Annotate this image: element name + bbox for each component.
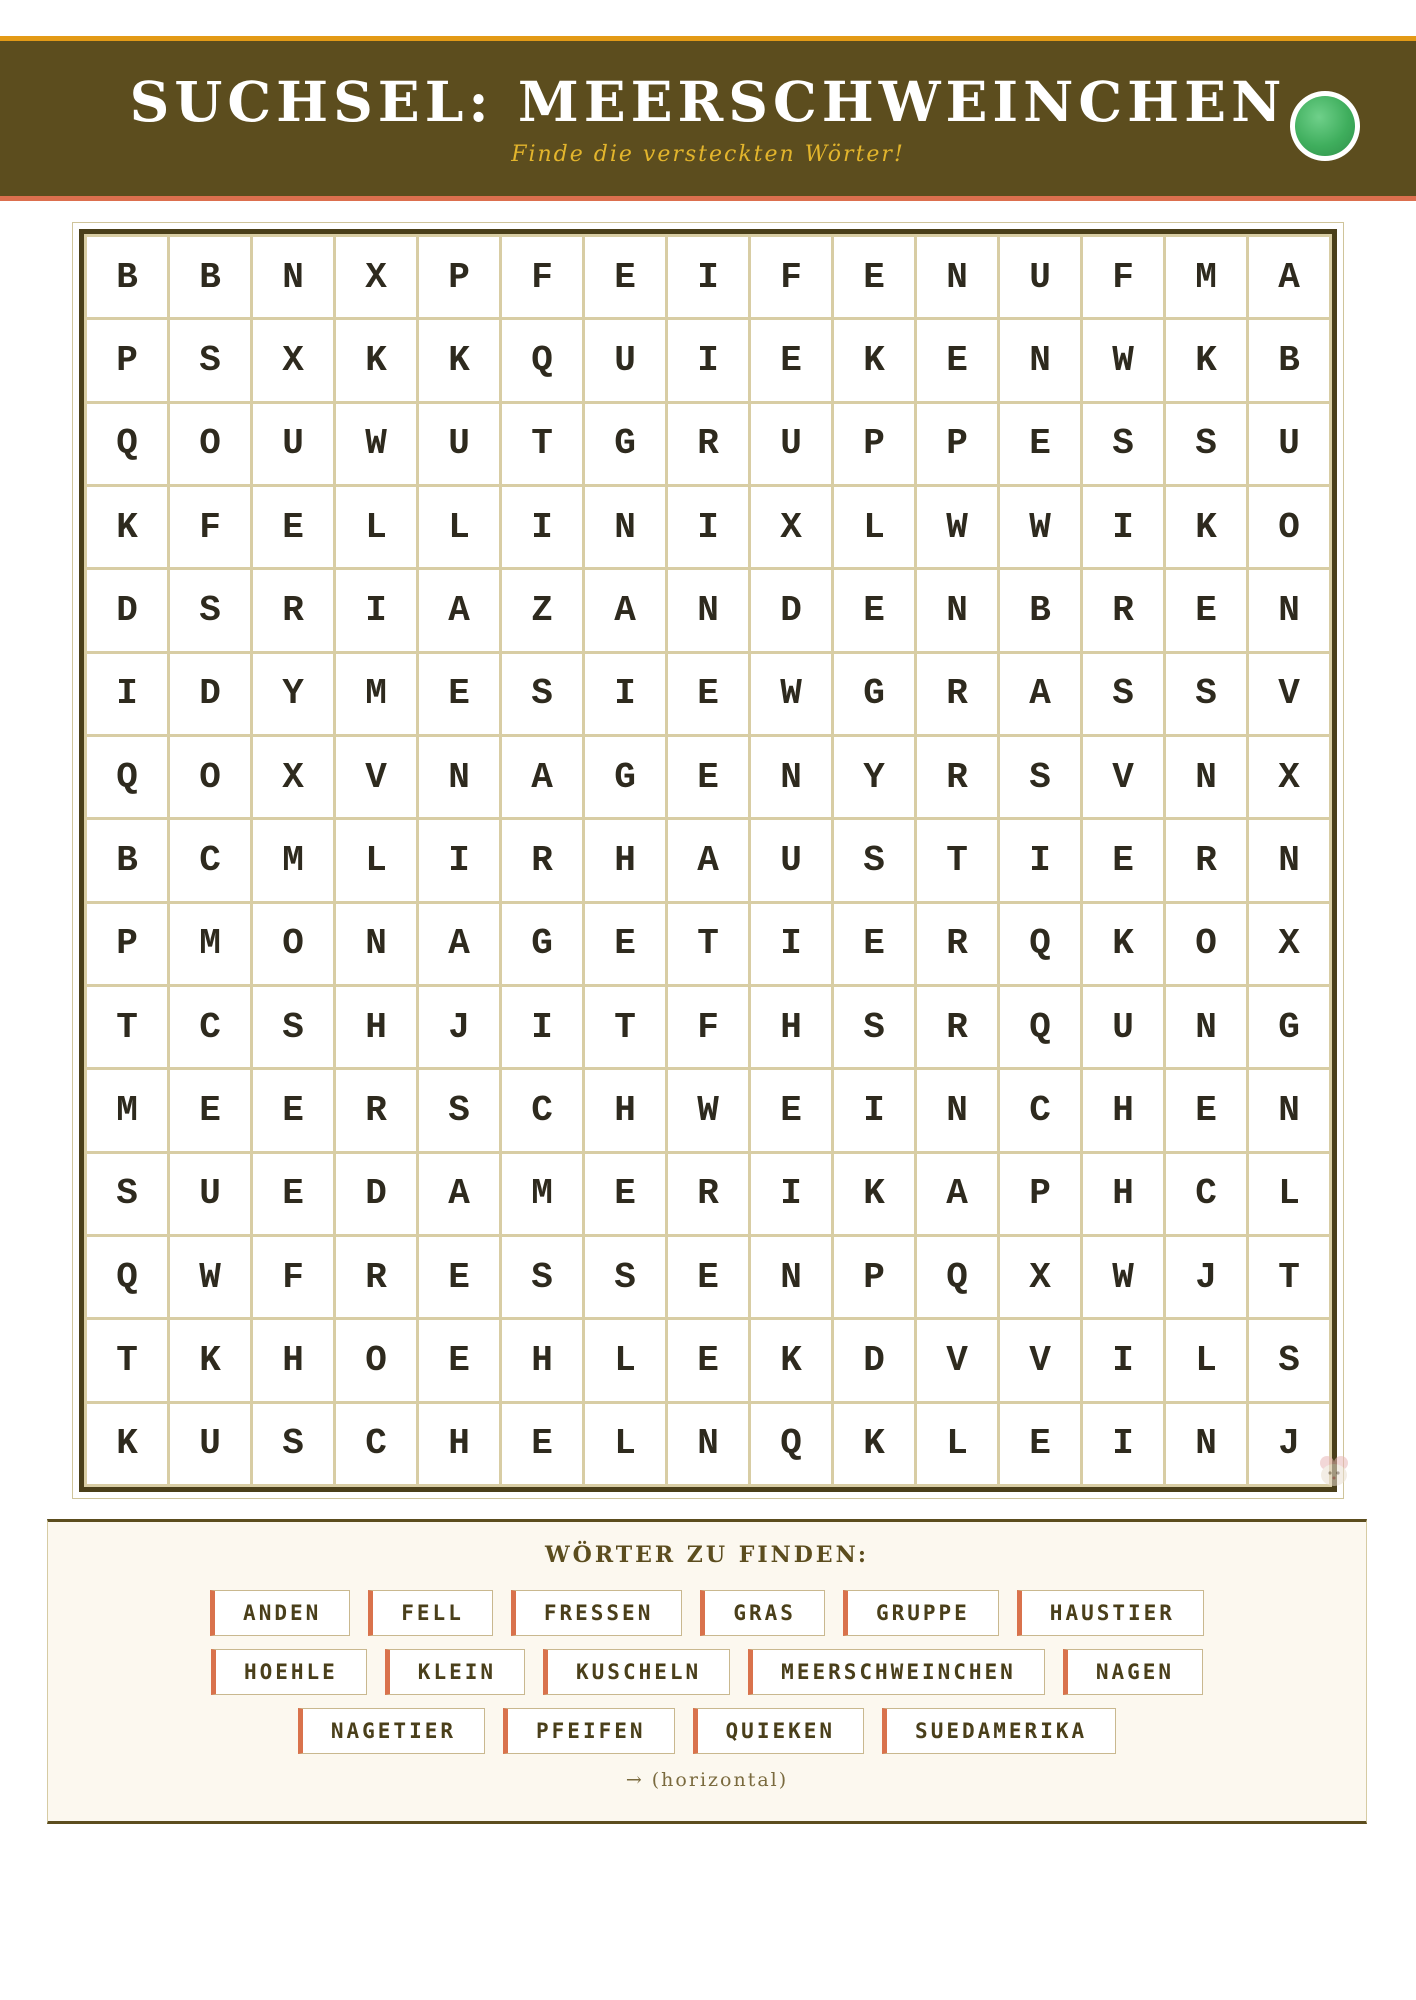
grid-cell[interactable]: X — [336, 237, 416, 317]
letter-grid — [79, 229, 1337, 1492]
grid-cell[interactable]: N — [1166, 737, 1246, 817]
grid-cell[interactable]: V — [336, 737, 416, 817]
word-row — [48, 1590, 1366, 1636]
grid-cell[interactable]: I — [668, 237, 748, 317]
grid-cell[interactable]: S — [834, 987, 914, 1067]
grid-cell[interactable]: N — [751, 1237, 831, 1317]
grid-cell[interactable]: Z — [502, 570, 582, 650]
header-banner — [0, 36, 1416, 201]
grid-cell[interactable]: C — [170, 987, 250, 1067]
mouse-icon — [1316, 1454, 1352, 1488]
grid-cell[interactable]: Y — [834, 737, 914, 817]
grid-cell[interactable]: N — [1249, 1070, 1329, 1150]
grid-cell[interactable]: F — [751, 237, 831, 317]
grid-cell[interactable]: N — [336, 904, 416, 984]
grid-cell[interactable]: R — [336, 1237, 416, 1317]
grid-cell[interactable]: W — [668, 1070, 748, 1150]
grid-cell[interactable]: A — [585, 570, 665, 650]
grid-cell[interactable]: R — [917, 654, 997, 734]
grid-cell[interactable]: E — [1000, 1404, 1080, 1484]
word-tag: GRUPPE — [843, 1590, 999, 1636]
grid-cell[interactable]: T — [87, 1320, 167, 1400]
grid-cell[interactable]: S — [87, 1154, 167, 1234]
grid-cell[interactable]: K — [87, 487, 167, 567]
grid-cell[interactable]: S — [585, 1237, 665, 1317]
grid-cell[interactable]: T — [585, 987, 665, 1067]
grid-cell[interactable]: G — [585, 404, 665, 484]
grid-cell[interactable]: N — [1249, 820, 1329, 900]
grid-cell[interactable]: H — [502, 1320, 582, 1400]
grid-cell[interactable]: E — [1083, 820, 1163, 900]
grid-cell[interactable]: K — [1166, 320, 1246, 400]
grid-cell[interactable]: E — [585, 904, 665, 984]
grid-cell[interactable]: S — [419, 1070, 499, 1150]
grid-cell[interactable]: E — [668, 1320, 748, 1400]
grid-cell[interactable]: W — [1000, 487, 1080, 567]
grid-cell[interactable]: T — [668, 904, 748, 984]
grid-cell[interactable]: B — [87, 820, 167, 900]
grid-cell[interactable]: P — [87, 320, 167, 400]
grid-cell[interactable]: D — [336, 1154, 416, 1234]
grid-cell[interactable]: U — [585, 320, 665, 400]
grid-cell[interactable]: A — [502, 737, 582, 817]
word-row — [48, 1708, 1366, 1754]
word-list-title: WÖRTER ZU FINDEN: — [544, 1542, 870, 1568]
grid-cell[interactable]: W — [917, 487, 997, 567]
page-title: SUCHSEL: MEERSCHWEINCHEN — [129, 69, 1287, 134]
grid-cell[interactable]: D — [834, 1320, 914, 1400]
grid-cell[interactable]: U — [1083, 987, 1163, 1067]
grid-cell[interactable]: F — [1083, 237, 1163, 317]
grid-cell[interactable]: O — [1249, 487, 1329, 567]
grid-cell[interactable]: E — [585, 1154, 665, 1234]
grid-cell[interactable]: E — [419, 654, 499, 734]
grid-cell[interactable]: U — [253, 404, 333, 484]
grid-cell[interactable]: U — [170, 1154, 250, 1234]
grid-cell[interactable]: K — [170, 1320, 250, 1400]
grid-cell[interactable]: Q — [1000, 904, 1080, 984]
word-tag: MEERSCHWEINCHEN — [748, 1649, 1045, 1695]
grid-cell[interactable]: F — [170, 487, 250, 567]
grid-cell[interactable]: D — [170, 654, 250, 734]
word-tag: KUSCHELN — [543, 1649, 730, 1695]
grid-cell[interactable]: K — [834, 320, 914, 400]
grid-cell[interactable]: L — [336, 487, 416, 567]
page-subtitle: Finde die versteckten Wörter! — [511, 142, 905, 167]
grid-cell[interactable]: I — [1083, 487, 1163, 567]
grid-cell[interactable]: S — [502, 654, 582, 734]
grid-cell[interactable]: W — [1083, 1237, 1163, 1317]
grid-cell[interactable]: H — [585, 820, 665, 900]
word-list-panel — [47, 1519, 1367, 1824]
grid-cell[interactable]: V — [1249, 654, 1329, 734]
grid-cell[interactable]: T — [502, 404, 582, 484]
grid-cell[interactable]: I — [336, 570, 416, 650]
grid-cell[interactable]: P — [87, 904, 167, 984]
grid-cell[interactable]: T — [87, 987, 167, 1067]
word-tag: NAGEN — [1063, 1649, 1203, 1695]
grid-cell[interactable]: M — [253, 820, 333, 900]
grid-cell[interactable]: K — [834, 1404, 914, 1484]
grid-cell[interactable]: I — [668, 320, 748, 400]
grid-cell[interactable]: K — [419, 320, 499, 400]
grid-cell[interactable]: S — [1000, 737, 1080, 817]
word-tag: GRAS — [700, 1590, 825, 1636]
grid-cell[interactable]: L — [419, 487, 499, 567]
grid-cell[interactable]: D — [87, 570, 167, 650]
grid-cell[interactable]: E — [419, 1237, 499, 1317]
grid-cell[interactable]: J — [1249, 1404, 1329, 1484]
grid-cell[interactable]: B — [1249, 320, 1329, 400]
grid-cell[interactable]: N — [1249, 570, 1329, 650]
grid-cell[interactable]: Q — [1000, 987, 1080, 1067]
grid-cell[interactable]: S — [1083, 404, 1163, 484]
direction-note: → (horizontal) — [625, 1769, 789, 1791]
grid-cell[interactable]: E — [1166, 1070, 1246, 1150]
grid-cell[interactable]: U — [1000, 237, 1080, 317]
word-row — [48, 1649, 1366, 1695]
grid-cell[interactable]: C — [336, 1404, 416, 1484]
grid-cell[interactable]: K — [1166, 487, 1246, 567]
grid-cell[interactable]: B — [1000, 570, 1080, 650]
grid-cell[interactable]: E — [585, 237, 665, 317]
grid-cell[interactable]: A — [668, 820, 748, 900]
grid-cell[interactable]: M — [502, 1154, 582, 1234]
word-tag: HOEHLE — [211, 1649, 367, 1695]
word-tag: KLEIN — [385, 1649, 525, 1695]
grid-cell[interactable]: H — [1083, 1070, 1163, 1150]
grid-cell[interactable]: S — [1083, 654, 1163, 734]
grid-cell[interactable]: N — [668, 570, 748, 650]
grid-cell[interactable]: H — [419, 1404, 499, 1484]
grid-cell[interactable]: S — [170, 570, 250, 650]
grid-cell[interactable]: I — [751, 1154, 831, 1234]
word-tag: NAGETIER — [298, 1708, 485, 1754]
grid-cell[interactable]: M — [336, 654, 416, 734]
grid-cell[interactable]: C — [502, 1070, 582, 1150]
grid-cell[interactable]: A — [1249, 237, 1329, 317]
grid-cell[interactable]: A — [1000, 654, 1080, 734]
grid-cell[interactable]: N — [419, 737, 499, 817]
grid-cell[interactable]: G — [585, 737, 665, 817]
word-tag: HAUSTIER — [1017, 1590, 1204, 1636]
grid-cell[interactable]: H — [585, 1070, 665, 1150]
grid-cell[interactable]: X — [1000, 1237, 1080, 1317]
grid-cell[interactable]: O — [336, 1320, 416, 1400]
grid-cell[interactable]: Q — [87, 737, 167, 817]
grid-cell[interactable]: U — [419, 404, 499, 484]
grid-cell[interactable]: H — [253, 1320, 333, 1400]
word-tag: SUEDAMERIKA — [882, 1708, 1116, 1754]
grid-cell[interactable]: A — [419, 904, 499, 984]
grid-cell[interactable]: X — [1249, 904, 1329, 984]
grid-cell[interactable]: I — [834, 1070, 914, 1150]
grid-cell[interactable]: C — [1166, 1154, 1246, 1234]
grid-cell[interactable]: S — [1166, 404, 1246, 484]
grid-cell[interactable]: A — [419, 570, 499, 650]
grid-cell[interactable]: L — [834, 487, 914, 567]
grid-cell[interactable]: L — [585, 1404, 665, 1484]
grid-cell[interactable]: E — [419, 1320, 499, 1400]
grid-cell[interactable]: T — [917, 820, 997, 900]
grid-cell[interactable]: S — [253, 1404, 333, 1484]
word-tag: FELL — [368, 1590, 493, 1636]
grid-cell[interactable]: P — [834, 404, 914, 484]
grid-cell[interactable]: S — [1166, 654, 1246, 734]
grid-cell[interactable]: S — [502, 1237, 582, 1317]
word-tag: QUIEKEN — [693, 1708, 865, 1754]
grid-cell[interactable]: X — [1249, 737, 1329, 817]
grid-cell[interactable]: E — [253, 1070, 333, 1150]
grid-cell[interactable]: Q — [87, 1237, 167, 1317]
grid-cell[interactable]: U — [1249, 404, 1329, 484]
grid-cell[interactable]: N — [1000, 320, 1080, 400]
grid-cell[interactable]: K — [336, 320, 416, 400]
grid-cell[interactable]: E — [668, 654, 748, 734]
grid-cell[interactable]: N — [668, 1404, 748, 1484]
grid-cell[interactable]: L — [585, 1320, 665, 1400]
grid-cell[interactable]: A — [419, 1154, 499, 1234]
green-circle-icon — [1290, 91, 1360, 161]
grid-cell[interactable]: R — [668, 404, 748, 484]
grid-cell[interactable]: J — [1166, 1237, 1246, 1317]
grid-cell[interactable]: E — [668, 1237, 748, 1317]
grid-cell[interactable]: U — [170, 1404, 250, 1484]
grid-cell[interactable]: R — [1166, 820, 1246, 900]
grid-cell[interactable]: H — [1083, 1154, 1163, 1234]
grid-cell[interactable]: R — [253, 570, 333, 650]
grid-cell[interactable]: K — [834, 1154, 914, 1234]
grid-cell[interactable]: W — [751, 654, 831, 734]
grid-cell[interactable]: Q — [917, 1237, 997, 1317]
grid-cell[interactable]: G — [834, 654, 914, 734]
grid-cell[interactable]: I — [419, 820, 499, 900]
grid-cell[interactable]: V — [1083, 737, 1163, 817]
grid-cell[interactable]: P — [419, 237, 499, 317]
grid-cell[interactable]: I — [1083, 1320, 1163, 1400]
grid-cell[interactable]: R — [917, 737, 997, 817]
grid-cell[interactable]: K — [1083, 904, 1163, 984]
grid-cell[interactable]: C — [1000, 1070, 1080, 1150]
grid-cell[interactable]: I — [87, 654, 167, 734]
grid-cell[interactable]: O — [1166, 904, 1246, 984]
grid-cell[interactable]: U — [751, 820, 831, 900]
grid-cell[interactable]: K — [751, 1320, 831, 1400]
grid-cell[interactable]: E — [917, 320, 997, 400]
grid-cell[interactable]: N — [917, 570, 997, 650]
grid-cell[interactable]: E — [502, 1404, 582, 1484]
grid-cell[interactable]: P — [834, 1237, 914, 1317]
grid-cell[interactable]: G — [502, 904, 582, 984]
grid-cell[interactable]: O — [253, 904, 333, 984]
grid-cell[interactable]: Q — [87, 404, 167, 484]
grid-cell[interactable]: N — [585, 487, 665, 567]
grid-cell[interactable]: E — [1000, 404, 1080, 484]
grid-cell[interactable]: Y — [253, 654, 333, 734]
grid-cell[interactable]: H — [336, 987, 416, 1067]
grid-cell[interactable]: F — [502, 237, 582, 317]
grid-cell[interactable]: R — [668, 1154, 748, 1234]
grid-cell[interactable]: O — [170, 404, 250, 484]
grid-cell[interactable]: N — [1166, 1404, 1246, 1484]
grid-cell[interactable]: P — [917, 404, 997, 484]
grid-cell[interactable]: I — [1083, 1404, 1163, 1484]
word-tag: ANDEN — [210, 1590, 350, 1636]
grid-cell[interactable]: I — [751, 904, 831, 984]
grid-cell[interactable]: W — [1083, 320, 1163, 400]
grid-cell[interactable]: S — [834, 820, 914, 900]
grid-cell[interactable]: E — [1166, 570, 1246, 650]
grid-cell[interactable]: M — [170, 904, 250, 984]
grid-cell[interactable]: L — [336, 820, 416, 900]
grid-cell[interactable]: E — [668, 737, 748, 817]
grid-cell[interactable]: E — [751, 320, 831, 400]
word-tag: PFEIFEN — [503, 1708, 675, 1754]
grid-cell[interactable]: R — [917, 987, 997, 1067]
grid-cell[interactable]: I — [502, 487, 582, 567]
grid-cell[interactable]: D — [751, 570, 831, 650]
grid-cell[interactable]: Q — [502, 320, 582, 400]
word-tag: FRESSEN — [511, 1590, 683, 1636]
grid-cell[interactable]: I — [1000, 820, 1080, 900]
grid-cell[interactable]: X — [751, 487, 831, 567]
grid-cell[interactable]: L — [1249, 1154, 1329, 1234]
grid-cell[interactable]: W — [336, 404, 416, 484]
grid-cell[interactable]: R — [1083, 570, 1163, 650]
grid-cell[interactable]: S — [1249, 1320, 1329, 1400]
grid-cell[interactable]: S — [170, 320, 250, 400]
grid-cell[interactable]: E — [834, 237, 914, 317]
grid-cell[interactable]: E — [253, 1154, 333, 1234]
green-circle-icon-fill — [1295, 96, 1355, 156]
grid-cell[interactable]: N — [917, 237, 997, 317]
grid-cell[interactable]: E — [170, 1070, 250, 1150]
grid-cell[interactable]: I — [502, 987, 582, 1067]
grid-cell[interactable]: E — [253, 487, 333, 567]
grid-cell[interactable]: J — [419, 987, 499, 1067]
grid-cell[interactable]: U — [751, 404, 831, 484]
grid-cell[interactable]: I — [585, 654, 665, 734]
grid-cell[interactable]: E — [751, 1070, 831, 1150]
grid-cell[interactable]: H — [751, 987, 831, 1067]
grid-cell[interactable]: E — [834, 570, 914, 650]
grid-cell[interactable]: S — [253, 987, 333, 1067]
grid-cell[interactable]: Q — [751, 1404, 831, 1484]
grid-cell[interactable]: X — [253, 320, 333, 400]
grid-cell[interactable]: L — [1166, 1320, 1246, 1400]
grid-cell[interactable]: M — [1166, 237, 1246, 317]
grid-cell[interactable]: R — [917, 904, 997, 984]
grid-cell[interactable]: R — [336, 1070, 416, 1150]
grid-cell[interactable]: X — [253, 737, 333, 817]
grid-cell[interactable]: N — [1166, 987, 1246, 1067]
grid-cell[interactable]: A — [917, 1154, 997, 1234]
grid-cell[interactable]: F — [253, 1237, 333, 1317]
grid-cell[interactable]: K — [87, 1404, 167, 1484]
grid-cell[interactable]: C — [170, 820, 250, 900]
grid-cell[interactable]: R — [502, 820, 582, 900]
grid-cell[interactable]: V — [917, 1320, 997, 1400]
grid-cell[interactable]: N — [751, 737, 831, 817]
grid-cell[interactable]: I — [668, 487, 748, 567]
grid-cell[interactable]: N — [917, 1070, 997, 1150]
grid-cell[interactable]: L — [917, 1404, 997, 1484]
grid-cell[interactable]: O — [170, 737, 250, 817]
grid-cell[interactable]: B — [87, 237, 167, 317]
grid-cell[interactable]: P — [1000, 1154, 1080, 1234]
grid-cell[interactable]: E — [834, 904, 914, 984]
grid-cell[interactable]: W — [170, 1237, 250, 1317]
grid-cell[interactable]: G — [1249, 987, 1329, 1067]
grid-cell[interactable]: T — [1249, 1237, 1329, 1317]
grid-cell[interactable]: F — [668, 987, 748, 1067]
grid-cell[interactable]: N — [253, 237, 333, 317]
grid-cell[interactable]: V — [1000, 1320, 1080, 1400]
grid-cell[interactable]: M — [87, 1070, 167, 1150]
grid-cell[interactable]: B — [170, 237, 250, 317]
